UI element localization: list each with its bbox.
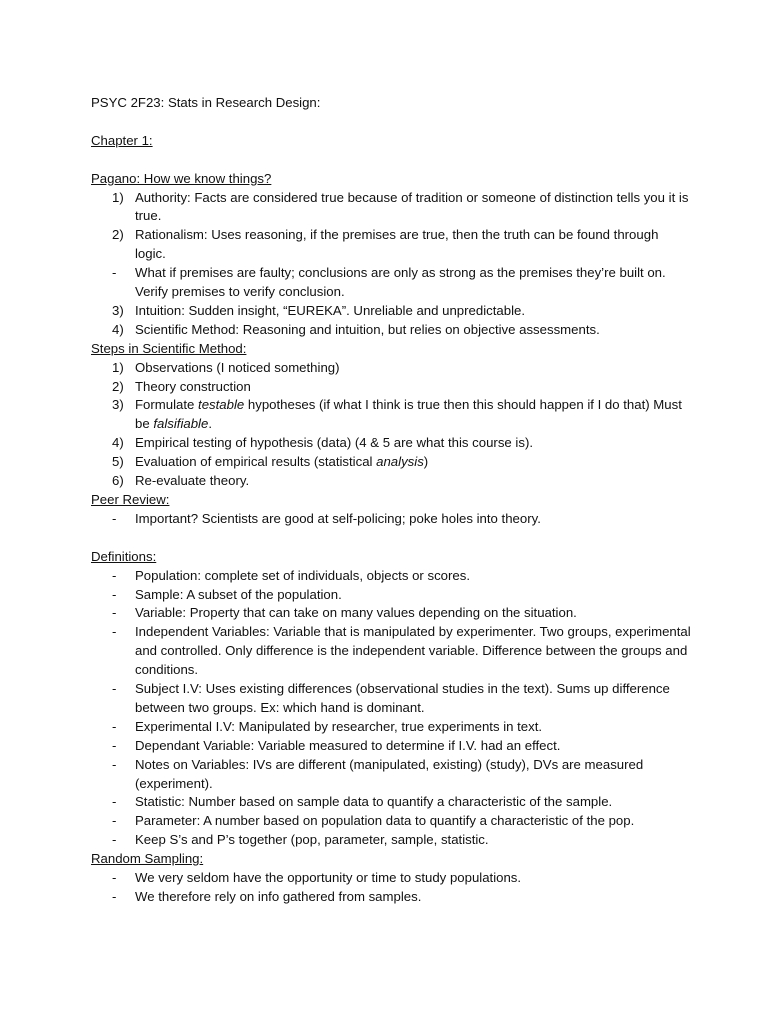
section-heading-random-sampling: Random Sampling: bbox=[91, 851, 204, 867]
emphasis-text: falsifiable bbox=[153, 416, 209, 432]
list-marker: - bbox=[112, 737, 117, 753]
list-marker: - bbox=[112, 567, 117, 583]
list-item bbox=[91, 586, 691, 605]
list-marker: - bbox=[112, 681, 117, 697]
list-marker: - bbox=[112, 889, 117, 905]
list-item bbox=[91, 264, 691, 302]
list-item-text: Variable: Property that can take on many values depending on the situation. bbox=[135, 605, 577, 621]
list-item-text: Observations (I noticed something) bbox=[135, 359, 340, 375]
list-item-text: Empirical testing of hypothesis (data) (4 & 5 are what this course is). bbox=[135, 435, 533, 451]
list-marker: - bbox=[112, 265, 117, 281]
chapter-heading: Chapter 1: bbox=[91, 132, 153, 148]
list-item-text: Parameter: A number based on population data to quantify a characteristic of the pop. bbox=[135, 813, 635, 829]
text-run: Evaluation of empirical results (statistical bbox=[135, 454, 377, 470]
list-item bbox=[91, 453, 691, 472]
emphasis-text: analysis bbox=[376, 454, 424, 470]
list-marker: - bbox=[112, 794, 117, 810]
list-item bbox=[91, 567, 691, 586]
text-run: ) bbox=[423, 454, 429, 470]
list-item-text: Notes on Variables: IVs are different (manipulated, existing) (study), DVs are measured (experiment). bbox=[135, 756, 644, 791]
list-item-text: We very seldom have the opportunity or time to study populations. bbox=[135, 870, 522, 886]
list-marker: 3) bbox=[112, 397, 124, 413]
list-item-text: Subject I.V: Uses existing differences (observational studies in the text). Sums up difference between two groups. Ex: which hand is dominant. bbox=[135, 681, 670, 715]
list-item-text: Keep S’s and P’s together (pop, parameter, sample, statistic. bbox=[135, 832, 489, 848]
section-heading-peer-review: Peer Review: bbox=[91, 492, 170, 507]
list-item bbox=[91, 737, 691, 756]
list-item bbox=[91, 718, 691, 737]
list-item bbox=[91, 604, 691, 623]
list-marker: - bbox=[112, 832, 117, 848]
list-item bbox=[91, 359, 691, 378]
list-marker: - bbox=[112, 718, 117, 734]
list-marker: 2) bbox=[112, 378, 124, 394]
list-item bbox=[91, 321, 691, 340]
list-item-text: Intuition: Sudden insight, “EUREKA”. Unreliable and unpredictable. bbox=[135, 302, 525, 318]
list-item bbox=[91, 680, 691, 718]
list-item bbox=[91, 888, 691, 907]
list-item bbox=[91, 510, 691, 529]
list-item-text: Experimental I.V: Manipulated by researcher, true experiments in text. bbox=[135, 718, 543, 734]
list-marker: 1) bbox=[112, 359, 124, 375]
spacer bbox=[91, 529, 691, 548]
list-item-text: Independent Variables: Variable that is manipulated by experimenter. Two groups, experimental and controlled. Only difference is the independent variable. Difference between the groups and conditions. bbox=[135, 624, 691, 678]
list-marker: 1) bbox=[112, 189, 124, 205]
list-item-text: Authority: Facts are considered true because of tradition or someone of distinction tells you it is true. bbox=[135, 189, 689, 224]
list-marker: - bbox=[112, 756, 117, 772]
text-run: . bbox=[208, 416, 212, 432]
list-item-text: Sample: A subset of the population. bbox=[135, 586, 342, 602]
list-item-text bbox=[135, 396, 691, 434]
list-item bbox=[91, 623, 691, 680]
list-item-text: Population: complete set of individuals, objects or scores. bbox=[135, 567, 470, 583]
section-heading-pagano: Pagano: How we know things? bbox=[91, 170, 272, 186]
list-item bbox=[91, 793, 691, 812]
list-marker: 3) bbox=[112, 302, 124, 318]
list-item-text: We therefore rely on info gathered from samples. bbox=[135, 889, 422, 905]
list-item-text: Re-evaluate theory. bbox=[135, 473, 250, 489]
list-item-text: Rationalism: Uses reasoning, if the premises are true, then the truth can be found through logic. bbox=[135, 227, 659, 262]
list-marker: 4) bbox=[112, 321, 124, 337]
list-item bbox=[91, 869, 691, 888]
list-marker: - bbox=[112, 870, 117, 886]
list-item bbox=[91, 189, 691, 227]
list-item-text: Scientific Method: Reasoning and intuition, but relies on objective assessments. bbox=[135, 321, 600, 337]
list-item bbox=[91, 226, 691, 264]
list-marker: 4) bbox=[112, 435, 124, 451]
list-marker: 2) bbox=[112, 227, 124, 243]
list-marker: - bbox=[112, 813, 117, 829]
section-heading-steps: Steps in Scientific Method: bbox=[91, 340, 247, 356]
list-marker: - bbox=[112, 510, 117, 526]
text-run: Formulate bbox=[135, 397, 199, 413]
list-item bbox=[91, 434, 691, 453]
spacer bbox=[91, 113, 691, 132]
list-marker: - bbox=[112, 586, 117, 602]
document-body bbox=[91, 94, 691, 907]
list-item-text: Important? Scientists are good at self-policing; poke holes into theory. bbox=[135, 510, 541, 526]
list-marker: 6) bbox=[112, 473, 124, 489]
section-heading-definitions: Definitions: bbox=[91, 548, 157, 564]
emphasis-text: testable bbox=[198, 397, 245, 413]
list-item bbox=[91, 302, 691, 321]
list-item bbox=[91, 378, 691, 397]
spacer bbox=[91, 151, 691, 170]
text-run: hypotheses (if what I think is true then this should happen if I do that) Must be bbox=[135, 397, 682, 432]
list-item bbox=[91, 831, 691, 850]
list-item-text: What if premises are faulty; conclusions are only as strong as the premises they’re built on. Verify premises to verify conclusion. bbox=[135, 265, 666, 300]
list-item bbox=[91, 812, 691, 831]
list-item-text: Theory construction bbox=[135, 378, 251, 394]
list-marker: - bbox=[112, 605, 117, 621]
list-marker: - bbox=[112, 624, 117, 640]
list-marker: 5) bbox=[112, 454, 124, 470]
page-title: PSYC 2F23: Stats in Research Design: bbox=[91, 95, 321, 110]
list-item bbox=[91, 756, 691, 794]
list-item bbox=[91, 396, 691, 434]
list-item-text: Statistic: Number based on sample data to quantify a characteristic of the sample. bbox=[135, 794, 613, 810]
list-item bbox=[91, 472, 691, 491]
list-item-text bbox=[135, 453, 691, 472]
list-item-text: Dependant Variable: Variable measured to determine if I.V. had an effect. bbox=[135, 737, 561, 753]
